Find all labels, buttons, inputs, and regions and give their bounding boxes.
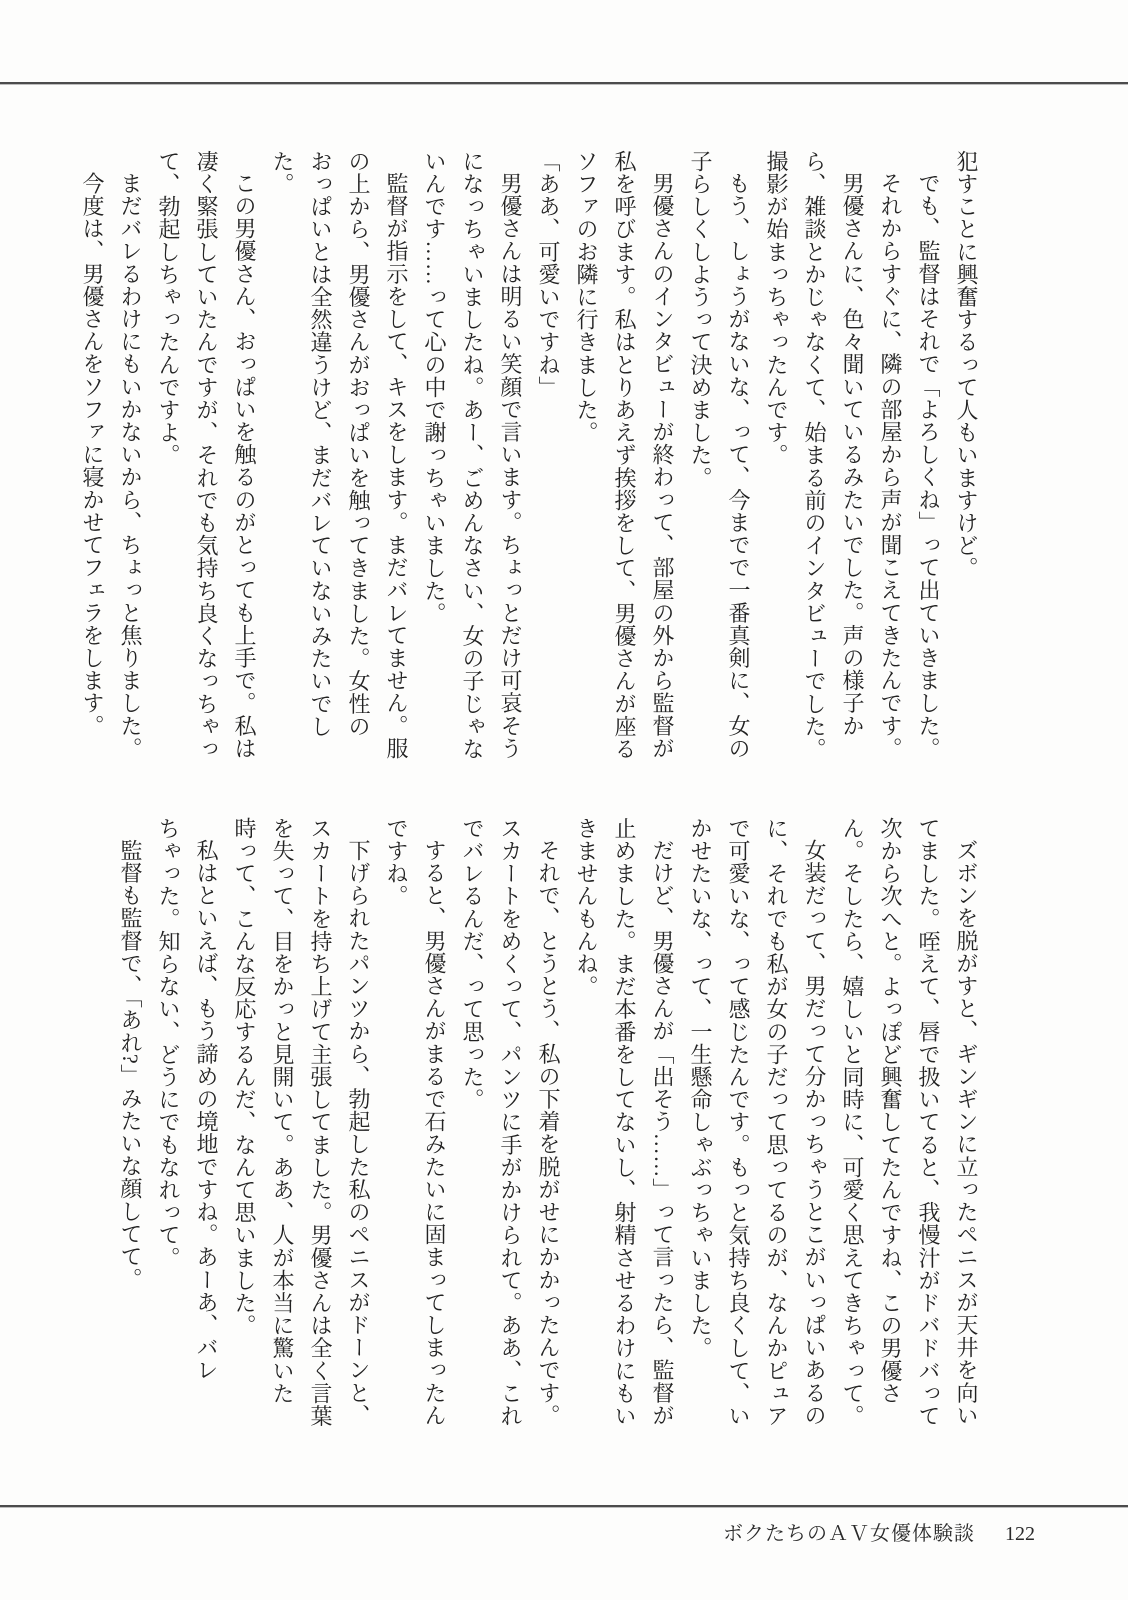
paragraph: 「ああ、可愛いですね」 (536, 150, 561, 399)
page-footer (723, 1517, 1035, 1546)
paragraph: 監督が指示をして、キスをします。まだバレてません。服の上から、男優さんがおっぱいを触ってきました。女性のおっぱいとは全然違うけど、まだバレていないみたいでした。 (270, 150, 409, 760)
paragraph: 男優さんに、色々聞いているみたいでした。声の様子から、雑談とかじゃなくて、始まる前のインタビューでした。撮影が始まっちゃったんです。 (764, 150, 865, 761)
paragraph: 私はといえば、もう諦めの境地ですね。あーあ、バレちゃった。知らない、どうにでもなれって。 (156, 817, 219, 1382)
footer-rule (0, 1505, 1128, 1507)
footer-book-title: ボクたちのＡＶ女優体験談 (723, 1523, 975, 1545)
top-rule (0, 82, 1128, 84)
paragraph: でも、監督はそれで「よろしくね」って出ていきました。 (916, 172, 941, 760)
paragraph: 犯すことに興奮するって人もいますけど。 (954, 150, 979, 580)
paragraph: まだバレるわけにもいかないから、ちょっと焦りました。 (118, 172, 143, 760)
paragraph: それで、とうとう、私の下着を脱がせにかかったんです。スカートをめくって、パンツに手がかけられて。ああ、これでバレるんだ、って思った。 (460, 817, 561, 1428)
paragraph: この男優さん、おっぱいを触るのがとっても上手で。私は凄く緊張していたんですが、それでも気持ち良くなっちゃって、勃起しちゃったんですよ。 (156, 150, 257, 761)
bottom-text-block (111, 817, 985, 1431)
paragraph: もう、しょうがないな、って、今までで一番真剣に、女の子らしくしようって決めました。 (688, 150, 751, 760)
footer-page-number: 122 (1005, 1523, 1035, 1545)
paragraph: ズボンを脱がすと、ギンギンに立ったペニスが天井を向いてました。咥えて、唇で扱いてると、我慢汁がドバドバって次から次へと。よっぽど興奮してたんですね、この男優さん。そしたら、嬉しいと同時に、可愛く思えてきちゃって。 (840, 817, 979, 1428)
paragraph: だけど、男優さんが「出そう……」って言ったら、監督が止めました。まだ本番をしてないし、射精させるわけにもいきませんもんね。 (574, 817, 675, 1428)
paragraph: 監督も監督で、「あれ?」みたいな顔してて。 (118, 839, 143, 1291)
paragraph: 今度は、男優さんをソファに寝かせてフェラをします。 (80, 172, 105, 737)
paragraph: 男優さんは明るい笑顔で言います。ちょっとだけ可哀そうになっちゃいましたね。あー、ごめんなさい、女の子じゃないんです……って心の中で謝っちゃいました。 (422, 150, 523, 761)
top-text-block (73, 150, 985, 764)
paragraph: それからすぐに、隣の部屋から声が聞こえてきたんです。 (878, 172, 903, 760)
paragraph: すると、男優さんがまるで石みたいに固まってしまったんですね。 (384, 817, 447, 1427)
paragraph: 男優さんのインタビューが終わって、部屋の外から監督が私を呼びます。私はとりあえず挨拶をして、男優さんが座るソファのお隣に行きました。 (574, 150, 675, 761)
paragraph: 下げられたパンツから、勃起した私のペニスがドーンと、スカートを持ち上げて主張してました。男優さんは全く言葉を失って、目をかっと見開いて。ああ、人が本当に驚いた時って、こんな反応するんだ、なんて思いました。 (232, 817, 371, 1428)
paragraph: 女装だって、男だって分かっちゃうとこがいっぱいあるのに、それでも私が女の子だって思ってるのが、なんかピュアで可愛いな、って感じたんです。もっと気持ち良くして、いかせたいな、って、一生懸命しゃぶっちゃいました。 (688, 817, 827, 1428)
